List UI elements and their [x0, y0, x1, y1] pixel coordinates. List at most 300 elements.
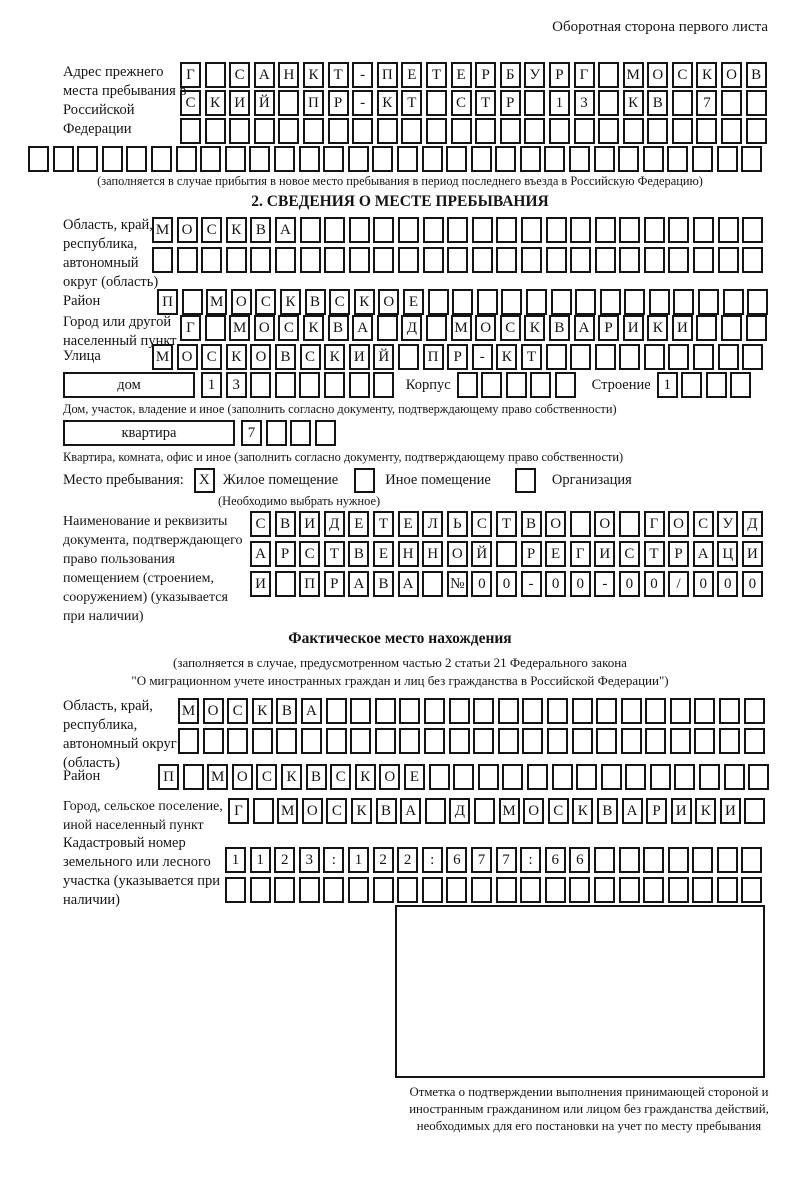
char-cell[interactable] [205, 315, 226, 341]
char-cell[interactable] [478, 764, 499, 790]
char-cell[interactable]: К [377, 90, 398, 116]
char-cell[interactable]: О [177, 344, 198, 370]
char-cell[interactable] [500, 118, 521, 144]
char-cell[interactable] [477, 289, 498, 315]
char-cell[interactable] [28, 146, 49, 172]
char-cell[interactable]: 1 [549, 90, 570, 116]
char-cell[interactable] [475, 118, 496, 144]
char-cell[interactable] [495, 146, 516, 172]
char-cell[interactable] [552, 764, 573, 790]
char-cell[interactable] [619, 344, 640, 370]
char-cell[interactable]: Е [401, 62, 422, 88]
char-cell[interactable] [668, 847, 689, 873]
char-cell[interactable]: К [324, 344, 345, 370]
char-cell[interactable] [429, 764, 450, 790]
char-cell[interactable] [718, 217, 739, 243]
char-cell[interactable]: И [720, 798, 741, 824]
char-cell[interactable]: В [376, 798, 397, 824]
char-cell[interactable]: Е [398, 511, 419, 537]
char-cell[interactable] [349, 247, 370, 273]
char-cell[interactable] [278, 118, 299, 144]
char-cell[interactable]: 0 [717, 571, 738, 597]
char-cell[interactable]: В [275, 344, 296, 370]
char-cell[interactable] [569, 146, 590, 172]
char-cell[interactable]: И [671, 798, 692, 824]
char-cell[interactable]: 2 [274, 847, 295, 873]
char-cell[interactable] [670, 728, 691, 754]
char-cell[interactable] [151, 146, 172, 172]
char-cell[interactable] [721, 118, 742, 144]
char-cell[interactable]: Д [449, 798, 470, 824]
char-cell[interactable] [348, 877, 369, 903]
char-cell[interactable] [623, 118, 644, 144]
char-cell[interactable]: Е [404, 764, 425, 790]
char-cell[interactable]: И [594, 541, 615, 567]
char-cell[interactable] [598, 62, 619, 88]
char-cell[interactable] [668, 247, 689, 273]
char-cell[interactable] [377, 118, 398, 144]
char-cell[interactable]: О [668, 511, 689, 537]
char-cell[interactable]: О [254, 315, 275, 341]
char-cell[interactable] [377, 315, 398, 341]
char-cell[interactable]: 1 [657, 372, 678, 398]
char-cell[interactable]: С [548, 798, 569, 824]
char-cell[interactable] [618, 146, 639, 172]
char-cell[interactable]: К [572, 798, 593, 824]
char-cell[interactable]: С [180, 90, 201, 116]
char-cell[interactable]: К [695, 798, 716, 824]
char-cell[interactable] [471, 146, 492, 172]
char-cell[interactable] [373, 217, 394, 243]
char-cell[interactable] [323, 146, 344, 172]
char-cell[interactable] [595, 344, 616, 370]
char-cell[interactable]: 0 [471, 571, 492, 597]
char-cell[interactable]: Г [574, 62, 595, 88]
char-cell[interactable]: Д [742, 511, 763, 537]
char-cell[interactable]: А [348, 571, 369, 597]
char-cell[interactable]: № [447, 571, 468, 597]
char-cell[interactable] [706, 372, 727, 398]
char-cell[interactable] [598, 118, 619, 144]
char-cell[interactable] [693, 217, 714, 243]
char-cell[interactable] [520, 146, 541, 172]
char-cell[interactable] [619, 847, 640, 873]
char-cell[interactable]: К [205, 90, 226, 116]
char-cell[interactable]: К [524, 315, 545, 341]
char-cell[interactable]: М [277, 798, 298, 824]
char-cell[interactable]: / [668, 571, 689, 597]
char-cell[interactable]: Р [598, 315, 619, 341]
char-cell[interactable]: М [206, 289, 227, 315]
char-cell[interactable] [672, 118, 693, 144]
char-cell[interactable] [275, 247, 296, 273]
char-cell[interactable] [229, 118, 250, 144]
char-cell[interactable]: А [622, 798, 643, 824]
char-cell[interactable] [426, 315, 447, 341]
char-cell[interactable] [315, 420, 336, 446]
char-cell[interactable] [290, 420, 311, 446]
char-cell[interactable]: - [594, 571, 615, 597]
char-cell[interactable]: 3 [574, 90, 595, 116]
char-cell[interactable] [53, 146, 74, 172]
char-cell[interactable]: И [229, 90, 250, 116]
char-cell[interactable] [524, 90, 545, 116]
char-cell[interactable] [744, 728, 765, 754]
char-cell[interactable] [719, 728, 740, 754]
char-cell[interactable] [422, 877, 443, 903]
char-cell[interactable]: С [227, 698, 248, 724]
char-cell[interactable] [266, 420, 287, 446]
char-cell[interactable] [352, 118, 373, 144]
char-cell[interactable] [299, 146, 320, 172]
char-cell[interactable]: С [256, 764, 277, 790]
char-cell[interactable]: 6 [569, 847, 590, 873]
char-cell[interactable] [521, 217, 542, 243]
char-cell[interactable]: Д [401, 315, 422, 341]
char-cell[interactable] [527, 764, 548, 790]
char-cell[interactable] [549, 118, 570, 144]
char-cell[interactable] [348, 146, 369, 172]
char-cell[interactable] [481, 372, 502, 398]
char-cell[interactable] [372, 146, 393, 172]
char-cell[interactable] [595, 247, 616, 273]
char-cell[interactable]: О [232, 764, 253, 790]
char-cell[interactable]: В [276, 698, 297, 724]
char-cell[interactable]: С [326, 798, 347, 824]
char-cell[interactable] [422, 146, 443, 172]
char-cell[interactable] [694, 728, 715, 754]
char-cell[interactable]: Н [278, 62, 299, 88]
char-cell[interactable]: Й [373, 344, 394, 370]
char-cell[interactable] [526, 289, 547, 315]
char-cell[interactable] [698, 289, 719, 315]
char-cell[interactable]: Т [401, 90, 422, 116]
char-cell[interactable]: - [352, 90, 373, 116]
char-cell[interactable]: Л [422, 511, 443, 537]
char-cell[interactable]: 1 [225, 847, 246, 873]
char-cell[interactable] [182, 289, 203, 315]
char-cell[interactable] [672, 90, 693, 116]
char-cell[interactable] [250, 247, 271, 273]
char-cell[interactable] [621, 728, 642, 754]
char-cell[interactable]: И [250, 571, 271, 597]
char-cell[interactable]: В [348, 541, 369, 567]
char-cell[interactable] [746, 118, 767, 144]
char-cell[interactable] [473, 698, 494, 724]
char-cell[interactable]: Б [500, 62, 521, 88]
char-cell[interactable]: 3 [226, 372, 247, 398]
checkbox-inoe-pomeshchenie[interactable] [354, 468, 375, 493]
char-cell[interactable] [301, 728, 322, 754]
char-cell[interactable]: Р [646, 798, 667, 824]
char-cell[interactable] [718, 344, 739, 370]
char-cell[interactable] [471, 877, 492, 903]
char-cell[interactable] [424, 698, 445, 724]
char-cell[interactable]: 0 [644, 571, 665, 597]
char-cell[interactable] [717, 146, 738, 172]
char-cell[interactable] [595, 217, 616, 243]
char-cell[interactable] [496, 877, 517, 903]
char-cell[interactable] [225, 877, 246, 903]
char-cell[interactable] [668, 877, 689, 903]
char-cell[interactable]: В [373, 571, 394, 597]
char-cell[interactable] [227, 728, 248, 754]
char-cell[interactable]: К [623, 90, 644, 116]
char-cell[interactable] [521, 247, 542, 273]
char-cell[interactable]: С [329, 289, 350, 315]
char-cell[interactable]: А [400, 798, 421, 824]
char-cell[interactable] [721, 90, 742, 116]
char-cell[interactable] [299, 372, 320, 398]
char-cell[interactable]: К [281, 764, 302, 790]
char-cell[interactable] [624, 289, 645, 315]
char-cell[interactable]: : [422, 847, 443, 873]
char-cell[interactable]: К [280, 289, 301, 315]
char-cell[interactable] [501, 289, 522, 315]
char-cell[interactable] [373, 247, 394, 273]
char-cell[interactable]: А [693, 541, 714, 567]
char-cell[interactable]: 0 [545, 571, 566, 597]
char-cell[interactable]: 1 [348, 847, 369, 873]
char-cell[interactable]: Р [475, 62, 496, 88]
char-cell[interactable]: Й [254, 90, 275, 116]
char-cell[interactable]: В [306, 764, 327, 790]
char-cell[interactable] [275, 571, 296, 597]
char-cell[interactable] [742, 247, 763, 273]
char-cell[interactable]: О [231, 289, 252, 315]
char-cell[interactable] [498, 698, 519, 724]
char-cell[interactable] [692, 847, 713, 873]
char-cell[interactable] [643, 877, 664, 903]
char-cell[interactable] [452, 289, 473, 315]
char-cell[interactable]: Т [328, 62, 349, 88]
char-cell[interactable]: В [647, 90, 668, 116]
char-cell[interactable] [644, 247, 665, 273]
char-cell[interactable] [744, 698, 765, 724]
char-cell[interactable]: П [157, 289, 178, 315]
char-cell[interactable]: Е [373, 541, 394, 567]
char-cell[interactable] [681, 372, 702, 398]
char-cell[interactable]: А [250, 541, 271, 567]
char-cell[interactable] [693, 247, 714, 273]
char-cell[interactable] [496, 217, 517, 243]
char-cell[interactable] [645, 698, 666, 724]
char-cell[interactable] [324, 372, 345, 398]
char-cell[interactable] [741, 877, 762, 903]
char-cell[interactable] [498, 728, 519, 754]
char-cell[interactable] [201, 247, 222, 273]
char-cell[interactable] [649, 289, 670, 315]
char-cell[interactable] [744, 798, 765, 824]
char-cell[interactable]: Т [426, 62, 447, 88]
char-cell[interactable] [472, 247, 493, 273]
char-cell[interactable] [502, 764, 523, 790]
char-cell[interactable] [276, 728, 297, 754]
char-cell[interactable] [530, 372, 551, 398]
char-cell[interactable] [496, 541, 517, 567]
char-cell[interactable] [326, 728, 347, 754]
char-cell[interactable] [551, 289, 572, 315]
char-cell[interactable] [717, 877, 738, 903]
char-cell[interactable]: Р [328, 90, 349, 116]
char-cell[interactable]: 0 [496, 571, 517, 597]
char-cell[interactable] [741, 146, 762, 172]
char-cell[interactable]: О [177, 217, 198, 243]
char-cell[interactable]: Т [475, 90, 496, 116]
char-cell[interactable] [746, 90, 767, 116]
char-cell[interactable] [667, 146, 688, 172]
char-cell[interactable] [719, 698, 740, 724]
char-cell[interactable] [546, 247, 567, 273]
char-cell[interactable] [723, 289, 744, 315]
char-cell[interactable]: А [301, 698, 322, 724]
char-cell[interactable]: К [226, 217, 247, 243]
char-cell[interactable] [570, 511, 591, 537]
char-cell[interactable]: И [623, 315, 644, 341]
char-cell[interactable]: 1 [201, 372, 222, 398]
char-cell[interactable] [349, 217, 370, 243]
char-cell[interactable] [205, 62, 226, 88]
char-cell[interactable]: М [207, 764, 228, 790]
char-cell[interactable]: Р [668, 541, 689, 567]
char-cell[interactable]: М [623, 62, 644, 88]
char-cell[interactable] [746, 315, 767, 341]
char-cell[interactable] [742, 344, 763, 370]
char-cell[interactable] [619, 217, 640, 243]
char-cell[interactable] [730, 372, 751, 398]
char-cell[interactable]: Е [545, 541, 566, 567]
char-cell[interactable] [619, 247, 640, 273]
char-cell[interactable] [594, 146, 615, 172]
char-cell[interactable] [472, 217, 493, 243]
char-cell[interactable] [644, 344, 665, 370]
char-cell[interactable]: В [521, 511, 542, 537]
char-cell[interactable] [375, 728, 396, 754]
char-cell[interactable] [570, 344, 591, 370]
char-cell[interactable] [205, 118, 226, 144]
char-cell[interactable]: С [250, 511, 271, 537]
char-cell[interactable] [643, 146, 664, 172]
char-cell[interactable] [547, 698, 568, 724]
char-cell[interactable] [303, 118, 324, 144]
char-cell[interactable]: В [275, 511, 296, 537]
char-cell[interactable] [694, 698, 715, 724]
char-cell[interactable] [522, 728, 543, 754]
char-cell[interactable] [546, 217, 567, 243]
char-cell[interactable] [226, 247, 247, 273]
char-cell[interactable]: Т [644, 541, 665, 567]
char-cell[interactable] [747, 289, 768, 315]
char-cell[interactable] [274, 877, 295, 903]
char-cell[interactable] [520, 877, 541, 903]
char-cell[interactable]: К [351, 798, 372, 824]
char-cell[interactable] [300, 217, 321, 243]
char-cell[interactable] [446, 146, 467, 172]
char-cell[interactable]: Т [521, 344, 542, 370]
char-cell[interactable] [152, 247, 173, 273]
char-cell[interactable]: 0 [693, 571, 714, 597]
char-cell[interactable] [570, 217, 591, 243]
char-cell[interactable] [250, 877, 271, 903]
char-cell[interactable]: О [203, 698, 224, 724]
char-cell[interactable] [300, 247, 321, 273]
char-cell[interactable] [399, 698, 420, 724]
char-cell[interactable]: 7 [241, 420, 262, 446]
char-cell[interactable] [324, 247, 345, 273]
char-cell[interactable]: С [619, 541, 640, 567]
char-cell[interactable] [422, 571, 443, 597]
char-cell[interactable]: С [300, 344, 321, 370]
char-cell[interactable] [426, 90, 447, 116]
char-cell[interactable] [555, 372, 576, 398]
char-cell[interactable] [424, 728, 445, 754]
char-cell[interactable]: У [524, 62, 545, 88]
char-cell[interactable] [350, 728, 371, 754]
char-cell[interactable] [183, 764, 204, 790]
char-cell[interactable] [328, 118, 349, 144]
char-cell[interactable] [250, 372, 271, 398]
char-cell[interactable] [644, 217, 665, 243]
char-cell[interactable]: Д [324, 511, 345, 537]
char-cell[interactable] [673, 289, 694, 315]
char-cell[interactable]: С [330, 764, 351, 790]
char-cell[interactable] [496, 247, 517, 273]
char-cell[interactable] [574, 118, 595, 144]
char-cell[interactable] [349, 372, 370, 398]
char-cell[interactable] [375, 698, 396, 724]
char-cell[interactable] [200, 146, 221, 172]
char-cell[interactable]: 1 [250, 847, 271, 873]
checkbox-organizatsiya[interactable] [515, 468, 536, 493]
char-cell[interactable] [742, 217, 763, 243]
char-cell[interactable]: Н [422, 541, 443, 567]
char-cell[interactable] [225, 146, 246, 172]
char-cell[interactable]: М [451, 315, 472, 341]
char-cell[interactable]: В [597, 798, 618, 824]
char-cell[interactable]: М [152, 344, 173, 370]
char-cell[interactable] [428, 289, 449, 315]
char-cell[interactable]: 0 [742, 571, 763, 597]
char-cell[interactable] [699, 764, 720, 790]
char-cell[interactable] [625, 764, 646, 790]
char-cell[interactable] [401, 118, 422, 144]
char-cell[interactable]: 7 [696, 90, 717, 116]
char-cell[interactable]: С [201, 217, 222, 243]
char-cell[interactable]: С [255, 289, 276, 315]
char-cell[interactable]: К [303, 62, 324, 88]
char-cell[interactable]: Р [500, 90, 521, 116]
char-cell[interactable]: Г [644, 511, 665, 537]
char-cell[interactable]: А [254, 62, 275, 88]
char-cell[interactable] [572, 698, 593, 724]
char-cell[interactable] [643, 847, 664, 873]
char-cell[interactable] [446, 877, 467, 903]
char-cell[interactable] [178, 728, 199, 754]
char-cell[interactable]: С [201, 344, 222, 370]
char-cell[interactable] [696, 315, 717, 341]
char-cell[interactable]: А [398, 571, 419, 597]
char-cell[interactable]: В [746, 62, 767, 88]
char-cell[interactable]: К [647, 315, 668, 341]
char-cell[interactable] [473, 728, 494, 754]
char-cell[interactable]: П [303, 90, 324, 116]
char-cell[interactable]: 3 [299, 847, 320, 873]
char-cell[interactable] [398, 344, 419, 370]
char-cell[interactable] [600, 289, 621, 315]
char-cell[interactable]: С [299, 541, 320, 567]
char-cell[interactable]: А [574, 315, 595, 341]
char-cell[interactable] [544, 146, 565, 172]
